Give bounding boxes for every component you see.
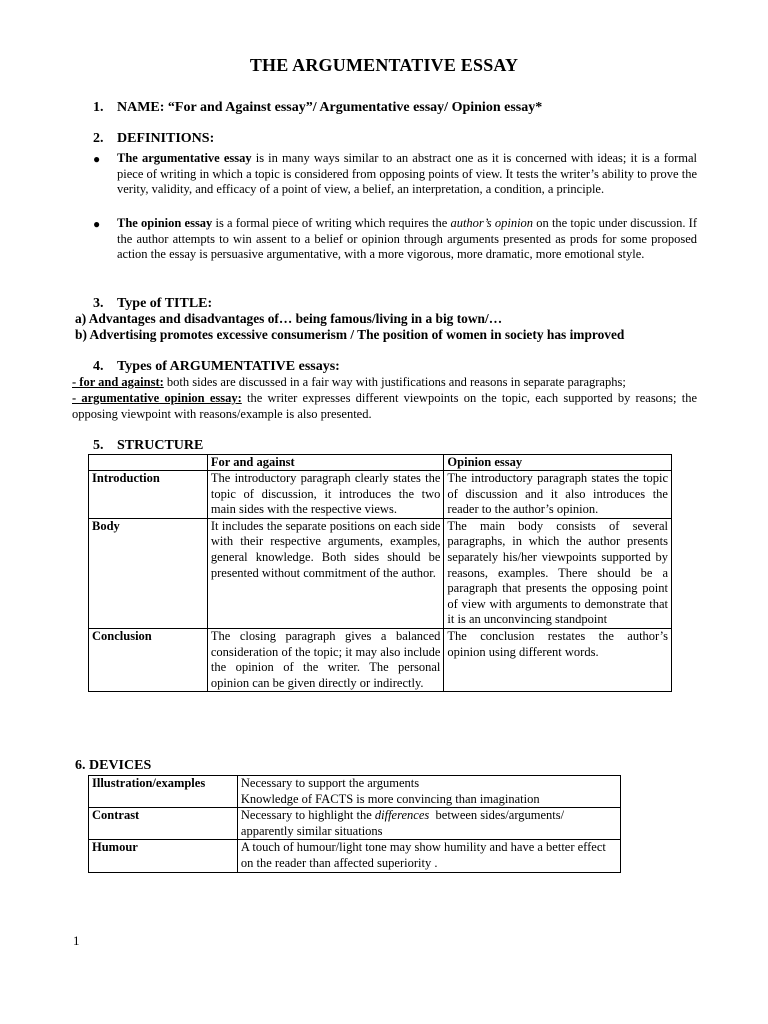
device-label-contrast: Contrast (89, 808, 238, 840)
types-opinion: - argumentative opinion essay: the writer expresses different viewpoints on the topic, each supported by reasons; the opposing viewpoint with reasons/example is also presented. (72, 391, 697, 421)
section-definitions-heading: 2. DEFINITIONS: (93, 131, 215, 146)
row-label-introduction: Introduction (89, 471, 208, 519)
device-description: Necessary to highlight the differences between sides/arguments/ apparently similar situations (237, 808, 620, 840)
row-label-body: Body (89, 518, 208, 628)
devices-table (88, 775, 621, 873)
types-for-against: - for and against: both sides are discussed in a fair way with justifications and reasons in separate paragraphs; (72, 375, 626, 389)
table-header-empty (89, 455, 208, 471)
device-description: Necessary to support the arguments Knowledge of FACTS is more convincing than imagination (237, 776, 620, 808)
title-example-b: b) Advertising promotes excessive consumerism / The position of women in society has improved (75, 327, 625, 342)
device-label-humour: Humour (89, 840, 238, 872)
cell-for-against: It includes the separate positions on each side with their respective arguments, examples, general knowledge. Both sides should be presented without commitment of the author. (207, 518, 444, 628)
table-row (89, 628, 672, 691)
row-label-conclusion: Conclusion (89, 628, 208, 691)
cell-opinion: The conclusion restates the author’s opinion using different words. (444, 628, 672, 691)
column-header-for-against: For and against (207, 455, 444, 471)
column-header-opinion: Opinion essay (444, 455, 672, 471)
table-row (89, 776, 621, 808)
definition-opinion: The opinion essay is a formal piece of writing which requires the author’s opinion on the topic under discussion. If the author attempts to win assent to a belief or opinion through arguments presented as prods for some proposed action the essay is persuasive argumentative, with a more vigorous, more dramatic, more emotional style. (117, 216, 698, 262)
cell-opinion: The main body consists of several paragraphs, in which the author presents separately his/her viewpoints supported by reasons, examples. There should be a paragraph that presents the opposing point of view with arguments to demonstrate that it is an unconvincing standpoint (444, 518, 672, 628)
device-description: A touch of humour/light tone may show humility and have a better effect on the reader than affected superiority . (237, 840, 620, 872)
table-row (89, 840, 621, 872)
page-title: THE ARGUMENTATIVE ESSAY (249, 55, 519, 75)
table-row (89, 471, 672, 519)
section-types-heading: 4. Types of ARGUMENTATIVE essays: (93, 359, 340, 374)
section-title-type-heading: 3. Type of TITLE: (93, 296, 213, 311)
table-row (89, 518, 672, 628)
cell-for-against: The introductory paragraph clearly states the topic of discussion, it introduces the two main sides with the respective views. (207, 471, 444, 519)
page-number: 1 (73, 933, 80, 948)
table-header-row (89, 455, 672, 471)
structure-table (88, 454, 672, 692)
bullet-icon: ● (93, 152, 101, 166)
table-row (89, 808, 621, 840)
device-label-illustration: Illustration/examples (89, 776, 238, 808)
bullet-icon: ● (93, 217, 101, 231)
definition-argumentative: The argumentative essay is in many ways similar to an abstract one as it is concerned with ideas; it is a formal piece of writing in which a topic is considered from opposing points of view. It tests the writer’s ability to prove the verity, validity, and efficacy of a point of view, a belief, an interpretation, a condition, a principle. (117, 151, 698, 197)
section-devices-heading: 6. DEVICES (75, 758, 152, 773)
section-structure-heading: 5. STRUCTURE (93, 438, 204, 453)
title-example-a: a) Advantages and disadvantages of… being famous/living in a big town/… (75, 311, 503, 326)
cell-for-against: The closing paragraph gives a balanced consideration of the topic; it may also include the opinion of the writer. The personal opinion can be given directly or indirectly. (207, 628, 444, 691)
cell-opinion: The introductory paragraph states the topic of discussion and it also introduces the reader to the author’s opinion. (444, 471, 672, 519)
section-name: 1. NAME: “For and Against essay”/ Argumentative essay/ Opinion essay* (93, 100, 543, 115)
